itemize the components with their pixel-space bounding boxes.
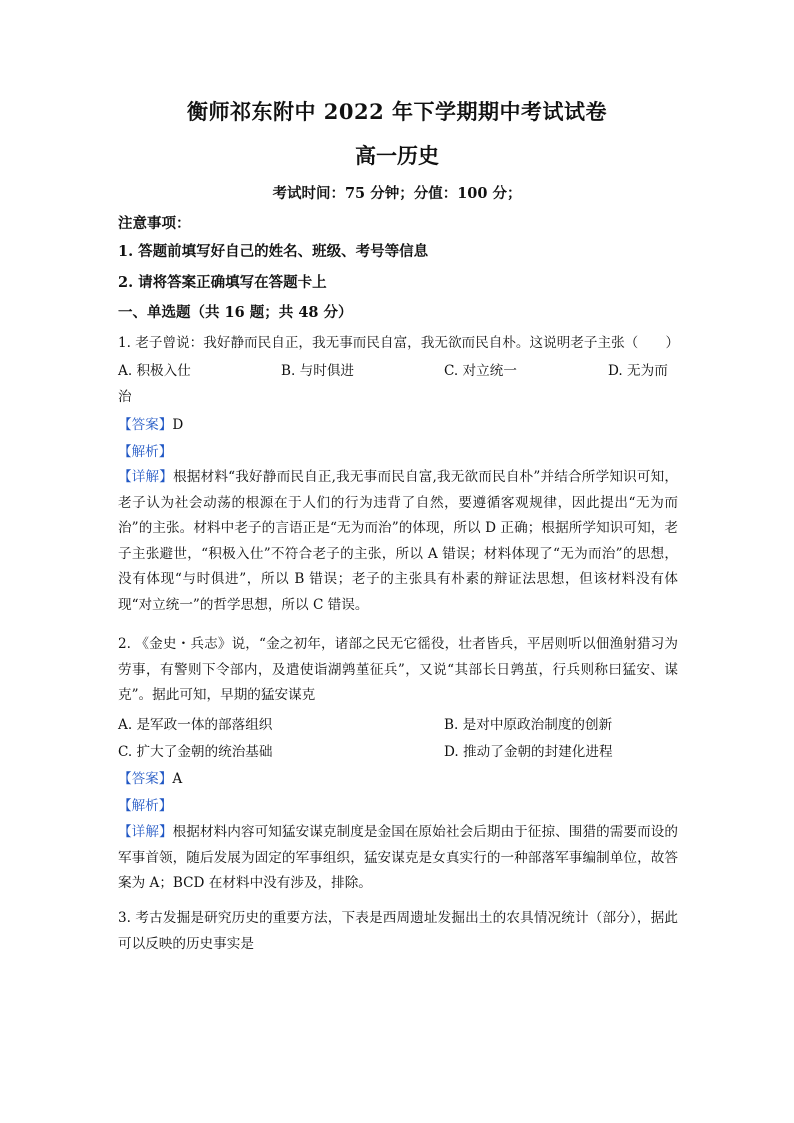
q1-option-c: C. 对立统一 <box>444 363 517 379</box>
q1-option-d: D. 无为而 <box>608 363 668 379</box>
answer-value: D <box>172 417 184 433</box>
q1-detail <box>118 465 678 618</box>
q2-option-c: C. 扩大了金朝的统治基础 <box>118 744 273 760</box>
q1-analysis-tag: 【解析】 <box>118 444 173 460</box>
detail-tag: 【详解】 <box>118 469 174 485</box>
q2-answer <box>118 773 182 787</box>
note-item-2: 2. 请将答案正确填写在答题卡上 <box>118 274 327 291</box>
exam-title: 衡师祁东附中 2022 年下学期期中考试试卷 <box>186 99 608 124</box>
q1-option-b: B. 与时俱进 <box>281 363 355 379</box>
q1-option-d-wrap: 治 <box>118 389 132 405</box>
q2-option-a: A. 是军政一体的部落组织 <box>118 717 273 733</box>
q2-stem: 2. 《金史・兵志》说，“金之初年，诸部之民无它徭役，壮者皆兵，平居则听以佃渔射猎习为劳事，有警则下令部内，及遣使诣湖鹑堇征兵”，又说“其部长日鹑茧，行兵则称曰猛安、谋克”。据此可知，早期的猛安谋克 <box>118 636 678 703</box>
answer-tag: 【答案】 <box>118 771 173 787</box>
detail-tag: 【详解】 <box>118 824 173 840</box>
answer-tag: 【答案】 <box>118 417 173 433</box>
section-heading: 一、单选题（共 16 题；共 48 分） <box>118 304 353 321</box>
q3-stem: 3. 考古发掘是研究历史的重要方法，下表是西周遗址发掘出土的农具情况统计（部分），据此可以反映的历史事实是 <box>118 910 678 952</box>
q2-analysis-tag: 【解析】 <box>118 798 173 814</box>
q1-answer <box>118 419 183 433</box>
q1-option-a: A. 积极入仕 <box>118 363 191 379</box>
notes-heading: 注意事项： <box>118 215 191 232</box>
exam-info: 考试时间：75 分钟；分值：100 分； <box>272 185 522 202</box>
detail-text: 根据材料内容可知猛安谋克制度是金国在原始社会后期由于征掠、围猎的需要而设的军事首领，随后发展为固定的军事组织，猛安谋克是女真实行的一种部落军事编制单位，故答案为 A；BCD 在材料中没有涉及，排除。 <box>118 824 678 891</box>
q2-option-d: D. 推动了金朝的封建化进程 <box>444 744 613 760</box>
q2-option-b: B. 是对中原政治制度的创新 <box>444 717 613 733</box>
detail-text: 根据材料“我好静而民自正,我无事而民自富,我无欲而民自朴”并结合所学知识可知，老子认为社会动荡的根源在于人们的行为违背了自然，要遵循客观规律，因此提出“无为而治”的主张。材料中老子的言语正是“无为而治”的体现，所以 D 正确；根据所学知识可知，老子主张避世，“积极入仕”不符合老子的主张，所以 A 错误；材料体现了“无为而治”的思想，没有体现“与时俱进”，所以 B 错误；老子的主张具有朴素的辩证法思想，但该材料没有体现“对立统一”的哲学思想，所以 C 错误。 <box>118 469 678 613</box>
q1-stem: 1. 老子曾说：我好静而民自正，我无事而民自富，我无欲而民自朴。这说明老子主张（ ） <box>118 335 680 351</box>
note-item-1: 1. 答题前填写好自己的姓名、班级、考号等信息 <box>118 243 429 260</box>
answer-value: A <box>172 771 183 787</box>
q2-detail <box>118 820 678 897</box>
subject-title: 高一历史 <box>355 143 439 168</box>
